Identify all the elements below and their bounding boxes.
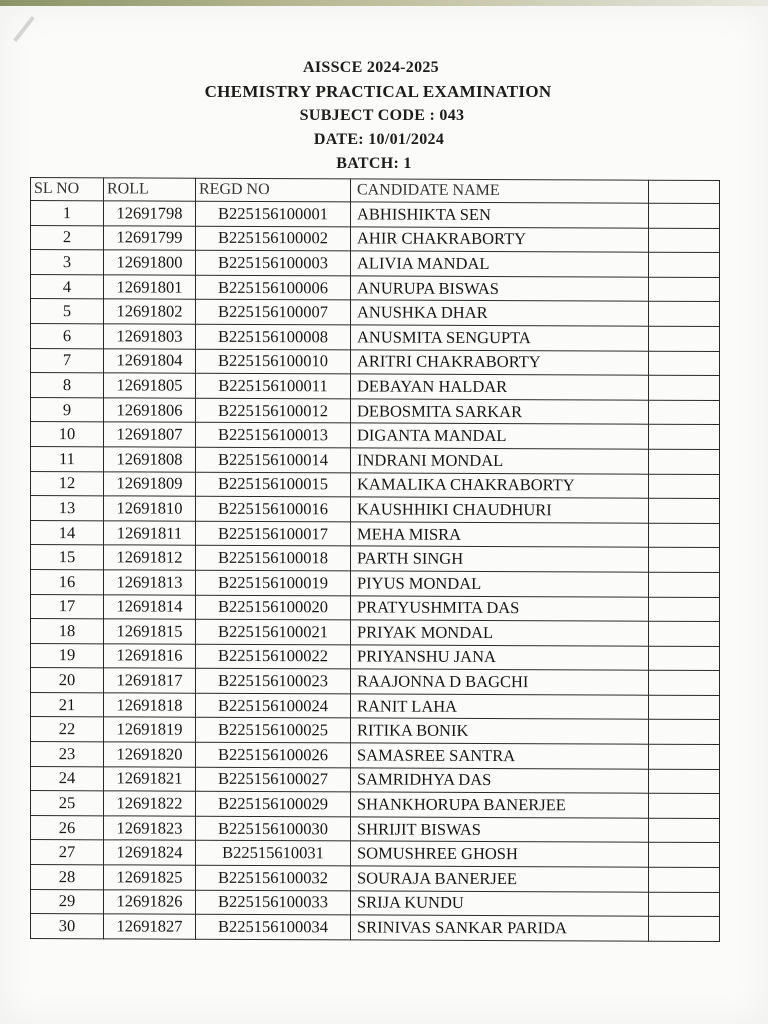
- cell-sl-no: 20: [31, 668, 104, 693]
- cell-sl-no: 17: [31, 594, 104, 619]
- table-row: [31, 865, 720, 893]
- cell-regd-no: B225156100020: [196, 595, 351, 620]
- cell-regd-no: B225156100034: [196, 914, 351, 939]
- cell-sl-no: 12: [31, 471, 104, 496]
- cell-sl-no: 10: [31, 422, 104, 447]
- table-row: [31, 692, 720, 720]
- cell-blank: [649, 670, 720, 695]
- cell-regd-no: B225156100019: [196, 570, 351, 595]
- cell-blank: [649, 425, 720, 450]
- cell-sl-no: 27: [31, 840, 104, 865]
- cell-sl-no: 16: [31, 569, 104, 594]
- table-row: [31, 569, 720, 597]
- cell-roll: 12691823: [104, 816, 196, 841]
- table-row: [31, 643, 720, 671]
- cell-regd-no: B225156100015: [196, 472, 351, 497]
- cell-regd-no: B225156100024: [196, 693, 351, 718]
- table-row: [31, 274, 720, 302]
- cell-sl-no: 4: [31, 274, 104, 299]
- cell-roll: 12691811: [104, 521, 196, 546]
- cell-candidate-name: PIYUS MONDAL: [351, 571, 649, 597]
- cell-regd-no: B225156100026: [196, 742, 351, 767]
- cell-roll: 12691809: [104, 471, 196, 496]
- cell-blank: [649, 474, 720, 499]
- cell-candidate-name: DEBAYAN HALDAR: [351, 374, 649, 400]
- cell-regd-no: B225156100002: [196, 226, 351, 251]
- cell-roll: 12691808: [104, 447, 196, 472]
- cell-regd-no: B225156100017: [196, 521, 351, 546]
- column-header-blank: [649, 180, 720, 203]
- cell-sl-no: 11: [31, 446, 104, 471]
- table-row: [31, 446, 720, 474]
- cell-sl-no: 9: [31, 397, 104, 422]
- cell-roll: 12691818: [104, 693, 196, 718]
- cell-candidate-name: RANIT LAHA: [351, 694, 649, 720]
- cell-blank: [649, 302, 720, 327]
- cell-regd-no: B225156100010: [196, 349, 351, 374]
- cell-regd-no: B225156100003: [196, 250, 351, 275]
- cell-regd-no: B225156100018: [196, 546, 351, 571]
- cell-roll: 12691799: [104, 225, 196, 250]
- cell-candidate-name: ABHISHIKTA SEN: [351, 202, 649, 228]
- cell-regd-no: B225156100022: [196, 644, 351, 669]
- cell-blank: [649, 744, 720, 769]
- cell-candidate-name: ALIVIA MANDAL: [351, 251, 649, 277]
- cell-roll: 12691801: [104, 275, 196, 300]
- cell-blank: [649, 326, 720, 351]
- batch-number: BATCH: 1: [336, 155, 412, 172]
- cell-sl-no: 26: [31, 815, 104, 840]
- cell-candidate-name: SOURAJA BANERJEE: [351, 866, 649, 892]
- cell-regd-no: B225156100008: [196, 324, 351, 349]
- cell-roll: 12691810: [104, 496, 196, 521]
- cell-candidate-name: ANUSHKA DHAR: [351, 300, 649, 326]
- table-row: [31, 471, 720, 499]
- cell-candidate-name: SHANKHORUPA BANERJEE: [351, 792, 649, 818]
- cell-blank: [649, 351, 720, 376]
- cell-blank: [649, 498, 720, 523]
- cell-sl-no: 23: [31, 742, 104, 767]
- cell-roll: 12691826: [104, 889, 196, 914]
- cell-regd-no: B225156100016: [196, 496, 351, 521]
- cell-roll: 12691806: [104, 398, 196, 423]
- cell-roll: 12691824: [104, 840, 196, 865]
- table-row: [31, 594, 720, 622]
- cell-regd-no: B225156100014: [196, 447, 351, 472]
- cell-candidate-name: PARTH SINGH: [351, 546, 649, 572]
- table-row: [31, 397, 720, 425]
- cell-regd-no: B225156100012: [196, 398, 351, 423]
- cell-regd-no: B225156100025: [196, 718, 351, 743]
- cell-regd-no: B225156100029: [196, 791, 351, 816]
- cell-roll: 12691815: [104, 619, 196, 644]
- table-row: [31, 348, 720, 376]
- cell-roll: 12691805: [104, 373, 196, 398]
- cell-blank: [649, 621, 720, 646]
- cell-sl-no: 21: [31, 692, 104, 717]
- cell-sl-no: 18: [31, 619, 104, 644]
- cell-blank: [649, 892, 720, 917]
- cell-blank: [649, 916, 720, 941]
- cell-candidate-name: MEHA MISRA: [351, 522, 649, 548]
- cell-candidate-name: KAMALIKA CHAKRABORTY: [351, 472, 649, 498]
- cell-roll: 12691804: [104, 348, 196, 373]
- column-header-roll: ROLL: [104, 178, 196, 201]
- cell-sl-no: 6: [31, 323, 104, 348]
- column-header-regd-no: REGD NO: [196, 178, 351, 202]
- cell-regd-no: B225156100027: [196, 767, 351, 792]
- cell-regd-no: B225156100013: [196, 423, 351, 448]
- table-header-row: [31, 178, 720, 204]
- cell-candidate-name: SRINIVAS SANKAR PARIDA: [351, 915, 649, 941]
- cell-regd-no: B225156100021: [196, 619, 351, 644]
- table-row: [31, 299, 720, 327]
- cell-sl-no: 29: [31, 889, 104, 914]
- cell-sl-no: 13: [31, 496, 104, 521]
- cell-blank: [649, 818, 720, 843]
- cell-candidate-name: KAUSHHIKI CHAUDHURI: [351, 497, 649, 523]
- paper-mark: [13, 16, 35, 42]
- cell-blank: [649, 769, 720, 794]
- cell-regd-no: B225156100001: [196, 201, 351, 226]
- table-row: [31, 840, 720, 868]
- cell-blank: [649, 548, 720, 573]
- cell-candidate-name: SRIJA KUNDU: [351, 891, 649, 917]
- cell-blank: [649, 228, 720, 253]
- subject-code: SUBJECT CODE : 043: [299, 107, 465, 124]
- cell-roll: 12691817: [104, 668, 196, 693]
- cell-blank: [649, 720, 720, 745]
- cell-blank: [649, 203, 720, 228]
- table-row: [31, 742, 720, 770]
- table-row: [31, 791, 720, 819]
- cell-roll: 12691822: [104, 791, 196, 816]
- cell-sl-no: 3: [31, 250, 104, 275]
- cell-roll: 12691825: [104, 865, 196, 890]
- exam-title: CHEMISTRY PRACTICAL EXAMINATION: [204, 82, 552, 101]
- cell-roll: 12691802: [104, 299, 196, 324]
- cell-candidate-name: SAMASREE SANTRA: [351, 743, 649, 769]
- table-row: [31, 496, 720, 524]
- table-body: [31, 201, 720, 942]
- cell-roll: 12691800: [104, 250, 196, 275]
- table-row: [31, 225, 720, 253]
- cell-roll: 12691813: [104, 570, 196, 595]
- cell-blank: [649, 572, 720, 597]
- cell-roll: 12691827: [104, 914, 196, 939]
- cell-regd-no: B225156100023: [196, 669, 351, 694]
- cell-candidate-name: SOMUSHREE GHOSH: [351, 841, 649, 867]
- cell-sl-no: 5: [31, 299, 104, 324]
- cell-blank: [649, 523, 720, 548]
- document-header: [0, 56, 768, 176]
- table-row: [31, 250, 720, 278]
- cell-candidate-name: PRATYUSHMITA DAS: [351, 595, 649, 621]
- cell-candidate-name: SHRIJIT BISWAS: [351, 817, 649, 843]
- cell-regd-no: B225156100030: [196, 816, 351, 841]
- cell-regd-no: B225156100033: [196, 890, 351, 915]
- cell-blank: [649, 867, 720, 892]
- cell-blank: [649, 252, 720, 277]
- cell-candidate-name: PRIYAK MONDAL: [351, 620, 649, 646]
- table-row: [31, 323, 720, 351]
- cell-candidate-name: RAAJONNA D BAGCHI: [351, 669, 649, 695]
- cell-roll: 12691814: [104, 594, 196, 619]
- cell-sl-no: 30: [31, 914, 104, 939]
- table-row: [31, 717, 720, 745]
- table-row: [31, 373, 720, 401]
- table-row: [31, 422, 720, 450]
- cell-roll: 12691798: [104, 201, 196, 226]
- cell-regd-no: B225156100032: [196, 865, 351, 890]
- cell-blank: [649, 277, 720, 302]
- column-header-sl-no: SL NO: [31, 178, 104, 201]
- candidate-table: [30, 177, 720, 942]
- cell-sl-no: 1: [31, 201, 104, 226]
- cell-regd-no: B225156100006: [196, 275, 351, 300]
- cell-roll: 12691819: [104, 717, 196, 742]
- table-row: [31, 668, 720, 696]
- cell-sl-no: 22: [31, 717, 104, 742]
- exam-year: AISSCE 2024-2025: [303, 59, 439, 76]
- cell-roll: 12691807: [104, 422, 196, 447]
- cell-candidate-name: DEBOSMITA SARKAR: [351, 399, 649, 425]
- cell-blank: [649, 375, 720, 400]
- cell-sl-no: 24: [31, 766, 104, 791]
- cell-roll: 12691821: [104, 766, 196, 791]
- table-row: [31, 520, 720, 548]
- cell-roll: 12691803: [104, 324, 196, 349]
- cell-regd-no: B225156100007: [196, 300, 351, 325]
- cell-sl-no: 15: [31, 545, 104, 570]
- cell-candidate-name: DIGANTA MANDAL: [351, 423, 649, 449]
- cell-sl-no: 25: [31, 791, 104, 816]
- cell-sl-no: 14: [31, 520, 104, 545]
- cell-blank: [649, 793, 720, 818]
- table-row: [31, 889, 720, 917]
- cell-sl-no: 2: [31, 225, 104, 250]
- cell-blank: [649, 695, 720, 720]
- exam-date: DATE: 10/01/2024: [313, 131, 445, 148]
- cell-roll: 12691812: [104, 545, 196, 570]
- table-row: [31, 766, 720, 794]
- cell-candidate-name: AHIR CHAKRABORTY: [351, 226, 649, 252]
- cell-candidate-name: RITIKA BONIK: [351, 718, 649, 744]
- cell-blank: [649, 646, 720, 671]
- table-row: [31, 545, 720, 573]
- table-row: [31, 201, 720, 229]
- cell-candidate-name: ARITRI CHAKRABORTY: [351, 349, 649, 375]
- cell-sl-no: 7: [31, 348, 104, 373]
- table-row: [31, 619, 720, 647]
- cell-blank: [649, 400, 720, 425]
- cell-blank: [649, 449, 720, 474]
- cell-candidate-name: PRIYANSHU JANA: [351, 645, 649, 671]
- column-header-candidate-name: CANDIDATE NAME: [351, 179, 649, 203]
- table-row: [31, 914, 720, 942]
- cell-candidate-name: SAMRIDHYA DAS: [351, 768, 649, 794]
- cell-candidate-name: ANUSMITA SENGUPTA: [351, 325, 649, 351]
- cell-roll: 12691816: [104, 644, 196, 669]
- cell-regd-no: B22515610031: [196, 841, 351, 866]
- cell-blank: [649, 597, 720, 622]
- cell-sl-no: 8: [31, 373, 104, 398]
- cell-blank: [649, 843, 720, 868]
- cell-sl-no: 28: [31, 865, 104, 890]
- cell-sl-no: 19: [31, 643, 104, 668]
- cell-candidate-name: INDRANI MONDAL: [351, 448, 649, 474]
- cell-candidate-name: ANURUPA BISWAS: [351, 276, 649, 302]
- cell-regd-no: B225156100011: [196, 373, 351, 398]
- cell-roll: 12691820: [104, 742, 196, 767]
- table-row: [31, 815, 720, 843]
